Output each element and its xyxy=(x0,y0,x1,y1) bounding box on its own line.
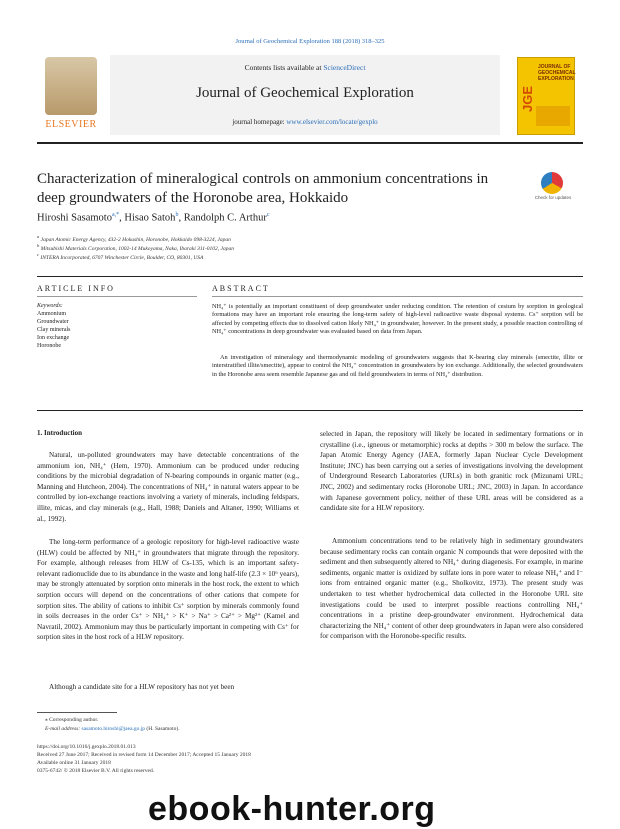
journal-cover-thumbnail[interactable] xyxy=(517,57,575,135)
sciencedirect-link[interactable]: ScienceDirect xyxy=(323,63,366,72)
affiliation xyxy=(37,243,234,252)
affiliation xyxy=(37,234,231,243)
author-name[interactable]: Hisao Satoh xyxy=(124,212,176,224)
section-divider xyxy=(37,410,583,411)
affiliation-sup: c xyxy=(37,252,40,257)
body-paragraph: Although a candidate site for a HLW repository has not yet been xyxy=(49,683,235,691)
article-title: Characterization of mineralogical controls on ammonium concentrations in deep groundwaters of the Horonobe area, Hokkaido xyxy=(37,171,489,206)
elsevier-tree-emblem xyxy=(45,57,97,115)
keyword: Ion exchange xyxy=(37,335,70,341)
elsevier-logo xyxy=(37,57,105,133)
abstract-paragraph: An investigation of mineralogy and thermodynamic modeling of groundwaters suggests that K-bearing clay minerals (smectite, illite or interstratified illite/smectite), appear to control the NH₄⁺ concentration in groundwaters by ion exchange. Additionally, the selected groundwaters in the Horonobe area seem resemble Japanese gas and oil field groundwaters in terms of NH₄⁺ distribution. xyxy=(212,354,583,378)
email-link[interactable]: sasamoto.hiroshi@jaea.go.jp xyxy=(81,726,146,732)
section-heading: 1. Introduction xyxy=(37,429,82,437)
email-line xyxy=(45,726,180,732)
body-paragraph: selected in Japan, the repository will likely be located in sedimentary formations or in crystalline (i.e., igneous or metamorphic) rocks at depths > 300 m below the surface. The Japan Atomic Energy Agency (JAEA, formerly Japan Nuclear Cycle Development Institute; JNC) has been carrying out a series of investigations involving the development of Underground Research Laboratories (URLs) in both granitic rock (Mizunami URL; JNC, 2002) and sedimentary rocks (Horonobe URL; JNC, 2003) in Japan. In accordance with Japanese government policy, neither of these URL areas will be considered as a candidate site for a HLW repository. xyxy=(320,430,583,513)
abstract-paragraph: NH₄⁺ is potentially an important constituent of deep groundwater under reducing condition. The retention of cesium by sorption in geological formations may have an important role ensuring the long-term safety of high-level radioactive waste disposal systems. Cs⁺ sorption will be affected by competing effects due to dissolved cation likely NH₄⁺ in groundwater, however. In the present study, a possible reaction controlling of NH₄⁺ concentrations in deep groundwater was evaluated based on data from Japan. xyxy=(212,303,583,336)
abstract-rule xyxy=(212,296,583,297)
section-divider xyxy=(37,276,583,277)
author-list: Hiroshi Sasamoto$^{a,*}$, Hisao Satoh$^b$, Randolph C. Arthur$^c$ xyxy=(37,212,270,224)
cover-title: JOURNAL OF GEOCHEMICAL EXPLORATION xyxy=(538,64,576,82)
check-for-updates-button[interactable] xyxy=(533,172,573,206)
copyright: 0375-6742/ © 2018 Elsevier B.V. All rights reserved. xyxy=(37,768,155,774)
author-sup[interactable]: b xyxy=(175,212,179,218)
author-sup[interactable]: a,* xyxy=(111,212,120,218)
affiliation-sup: b xyxy=(37,243,40,248)
keyword: Clay minerals xyxy=(37,327,71,333)
affiliation-text: Mitsubishi Materials Corporation, 1002-14 Mukoyama, Naka, Ibaraki 311-0102, Japan xyxy=(40,245,234,252)
keyword: Horonobe xyxy=(37,343,61,349)
watermark: ebook-hunter.org xyxy=(148,790,436,828)
contents-line xyxy=(110,63,500,72)
cover-band xyxy=(536,106,570,126)
keyword: Ammonium xyxy=(37,311,67,317)
header-divider xyxy=(37,142,583,144)
body-paragraph: The long-term performance of a geologic repository for high-level radioactive waste (HLW) could be affected by NH₄⁺ in groundwaters that migrate through the repository. For example, although releases from HLW of Cs-135, which is an important safety-relevant radionuclide due to its abundance in the waste and long half-life (2.3 × 10⁶ years), may be strongly attenuated by sorption onto minerals in the host rock, the extent to which sorption occurs will depend on the concentrations of other cations that compete for sorption sites. The ability of cations to inhibit Cs⁺ sorption by minerals commonly found in soils decreases in the order Cs⁺ > NH₄⁺ > K⁺ > Na⁺ > Ca²⁺ > Mg²⁺ (Kamel and Navratil, 2002). Ammonium may thus be particularly important in competing with Cs⁺ for sorption sites in the host rock of a HLW repository. xyxy=(37,538,299,642)
journal-title: Journal of Geochemical Exploration xyxy=(196,85,414,101)
received-dates: Received 27 June 2017; Received in revised form 14 December 2017; Accepted 15 January 2018 xyxy=(37,752,251,758)
author-sup[interactable]: c xyxy=(266,212,270,218)
keywords-label: Keywords: xyxy=(37,303,63,309)
check-updates-icon xyxy=(541,172,563,194)
email-suffix: (H. Sasamoto). xyxy=(145,726,180,732)
affiliation-sup: a xyxy=(37,234,40,239)
footnote-rule xyxy=(37,712,117,713)
article-info-rule xyxy=(37,296,197,297)
homepage-prefix: journal homepage: xyxy=(232,118,287,126)
body-paragraph: Ammonium concentrations tend to be relatively high in sedimentary groundwaters because sedimentary rocks can contain organic N compounds that were deposited with the sediment and then subsequently altered to NH₄⁺ during diagenesis. For example, in marine sediments, organic matter is oxidized by sulfate ions in pore water to release NH₄⁺ and I⁻ ions from entrained organic matter (e.g., Sholkovitz, 1973). The present study was undertaken to test whether hydrochemical data collected in the Horonobe URL site investigations could be used to interpret possible reactions controlling NH₄⁺ concentrations in a pristine deep-groundwater environment. Hydrochemical data characterizing the NH₄⁺ content of other deep groundwaters in Japan were also considered for comparison with the Horonobe-specific results. xyxy=(320,537,583,641)
check-updates-label: Check for updates xyxy=(534,195,572,200)
author-name[interactable]: Hiroshi Sasamoto xyxy=(37,212,112,224)
doi-link[interactable]: https://doi.org/10.1016/j.gexplo.2018.01.013 xyxy=(37,744,136,750)
abstract-heading: ABSTRACT xyxy=(212,284,270,293)
article-info-heading: ARTICLE INFO xyxy=(37,284,115,293)
author-name[interactable]: Randolph C. Arthur xyxy=(183,212,267,224)
email-prefix: E-mail address: xyxy=(45,726,82,732)
contents-prefix: Contents lists available at xyxy=(244,63,324,72)
elsevier-wordmark: ELSEVIER xyxy=(45,119,97,130)
homepage-link[interactable]: www.elsevier.com/locate/gexplo xyxy=(286,118,378,126)
affiliation-text: INTERA Incorporated, 6707 Winchester Circle, Boulder, CO, 80301, USA xyxy=(40,254,204,261)
affiliation xyxy=(37,252,203,261)
available-online: Available online 31 January 2018 xyxy=(37,760,111,766)
body-paragraph: Natural, un-polluted groundwaters may have detectable concentrations of the ammonium ion, NH₄⁺ (Hem, 1970). Ammonium can be produced under reducing conditions by the microbial degradation of N-bearing compounds in organic matter (e.g., Manning and Hutcheon, 2004). The concentrations of NH₄⁺ in natural waters appear to be controlled by ion-exchange reactions involving a variety of minerals, including feldspars, illite, micas, and clay minerals (e.g., Hall, 1988; Daniels and Altaner, 1990; Williams et al., 1992). xyxy=(37,451,299,523)
cover-abbrev: JGE xyxy=(520,85,535,112)
affiliation-text: Japan Atomic Energy Agency, 432-2 Hokushin, Horonobe, Hokkaido 098-3224, Japan xyxy=(40,236,231,243)
homepage-line xyxy=(110,118,500,126)
corresponding-author-note: ⁎ Corresponding author. xyxy=(45,717,99,723)
journal-reference[interactable]: Journal of Geochemical Exploration 188 (2018) 318–325 xyxy=(235,38,385,45)
keyword: Groundwater xyxy=(37,319,69,325)
